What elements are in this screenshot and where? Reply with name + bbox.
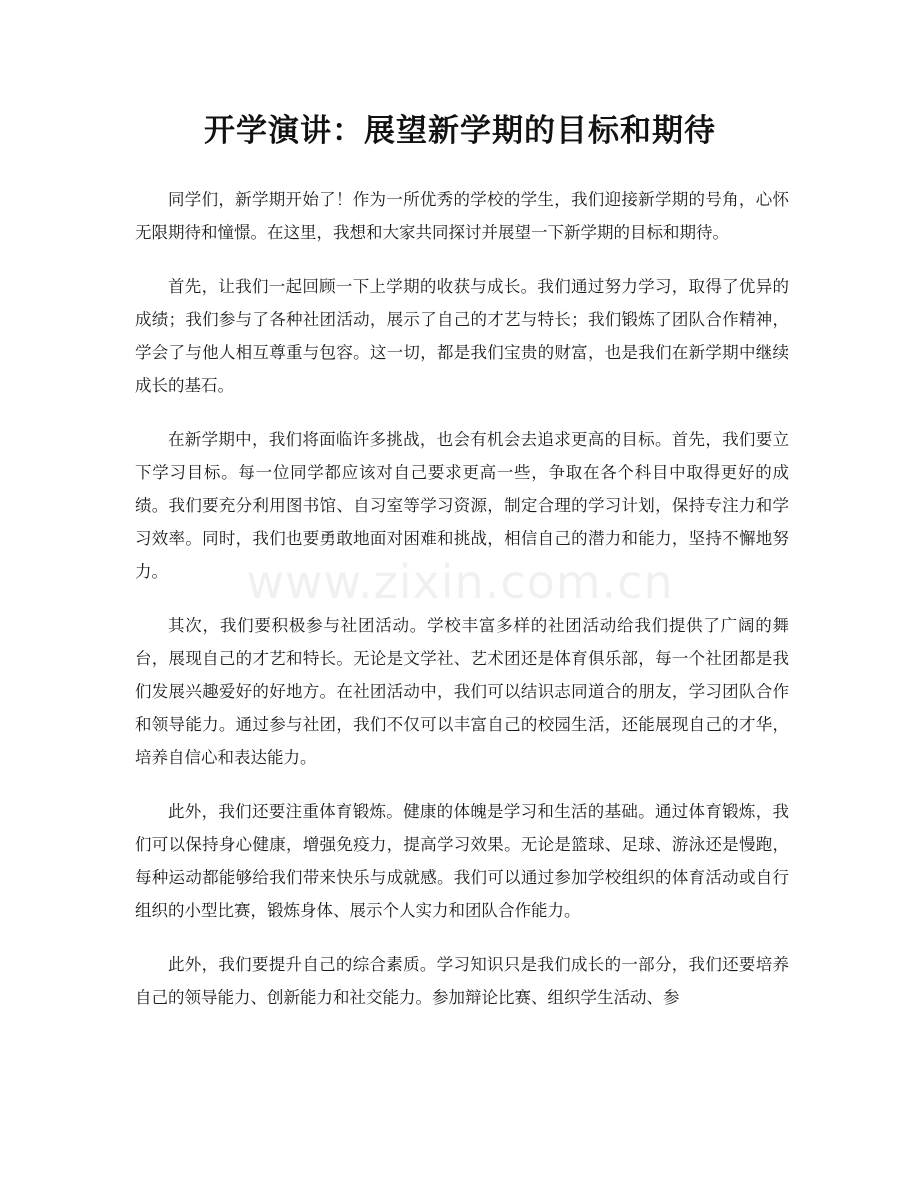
paragraph-5: 此外，我们还要注重体育锻炼。健康的体魄是学习和生活的基础。通过体育锻炼，我们可以保持身心健康，增强免疫力，提高学习效果。无论是篮球、足球、游泳还是慢跑，每种运动都能够给我们带来快乐与成就感。我们可以通过参加学校组织的体育活动或自行组织的小型比赛，锻炼身体、展示个人实力和团队合作能力。 — [135, 802, 789, 920]
document-title: 开学演讲：展望新学期的目标和期待 — [204, 113, 716, 149]
paragraph-4: 其次，我们要积极参与社团活动。学校丰富多样的社团活动给我们提供了广阔的舞台，展现自己的才艺和特长。无论是文学社、艺术团还是体育俱乐部，每一个社团都是我们发展兴趣爱好的好地方。在社团活动中，我们可以结识志同道合的朋友，学习团队合作和领导能力。通过参与社团，我们不仅可以丰富自己的校园生活，还能展现自己的才华，培养自信心和表达能力。 — [135, 616, 789, 767]
watermark: www.zixin.com.cn — [246, 555, 674, 609]
document-body — [135, 183, 789, 1035]
paragraph-2: 首先，让我们一起回顾一下上学期的收获与成长。我们通过努力学习，取得了优异的成绩；我们参与了各种社团活动，展示了自己的才艺与特长；我们锻炼了团队合作精神，学会了与他人相互尊重与包容。这一切，都是我们宝贵的财富，也是我们在新学期中继续成长的基石。 — [135, 277, 789, 395]
paragraph-3: 在新学期中，我们将面临许多挑战，也会有机会去追求更高的目标。首先，我们要立下学习目标。每一位同学都应该对自己要求更高一些，争取在各个科目中取得更好的成绩。我们要充分利用图书馆、自习室等学习资源，制定合理的学习计划，保持专注力和学习效率。同时，我们也要勇敢地面对困难和挑战，相信自己的潜力和能力，坚持不懈地努力。 — [135, 430, 789, 581]
paragraph-1: 同学们，新学期开始了！作为一所优秀的学校的学生，我们迎接新学期的号角，心怀无限期待和憧憬。在这里，我想和大家共同探讨并展望一下新学期的目标和期待。 — [135, 190, 789, 242]
paragraph-6: 此外，我们要提升自己的综合素质。学习知识只是我们成长的一部分，我们还要培养自己的领导能力、创新能力和社交能力。参加辩论比赛、组织学生活动、参 — [135, 955, 789, 1007]
